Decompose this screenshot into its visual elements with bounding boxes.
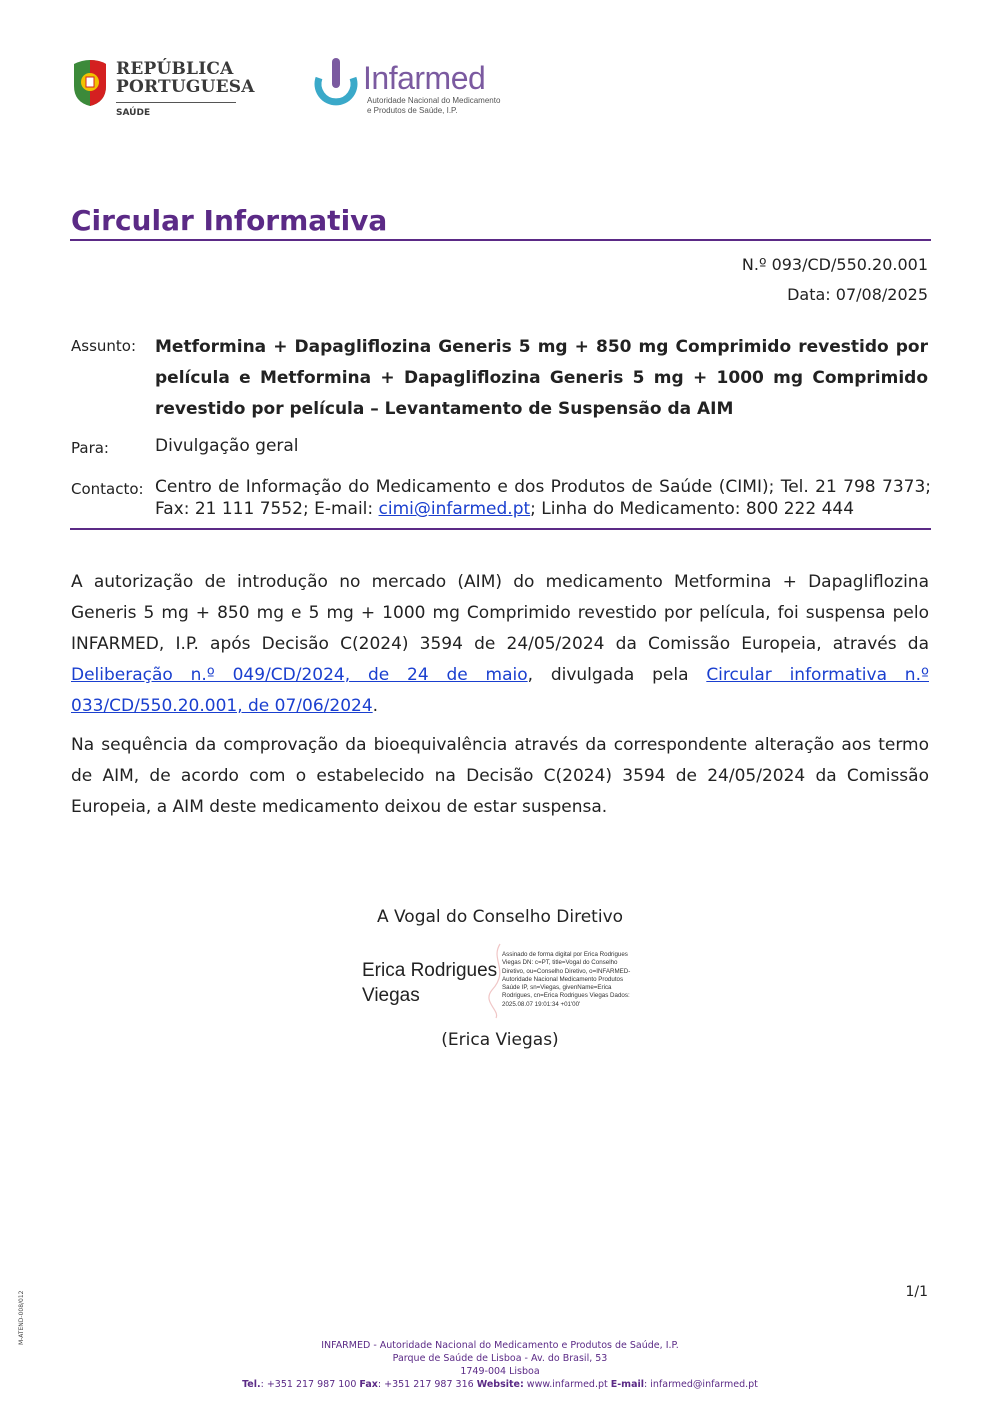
logo-divider [116, 102, 236, 103]
republica-text: REPÚBLICA [116, 59, 234, 79]
infarmed-logo [313, 56, 503, 122]
header-rule [70, 528, 931, 530]
footer-org: INFARMED - Autoridade Nacional do Medicamento e Produtos de Saúde, I.P. [321, 1340, 679, 1351]
circular-date: Data: 07/08/2025 [787, 285, 928, 304]
page-number: 1/1 [905, 1284, 928, 1300]
signer-name-parenthetical: (Erica Viegas) [441, 1030, 559, 1050]
republica-portuguesa-logo [70, 58, 255, 122]
footer-postal: 1749-004 Lisboa [460, 1366, 540, 1377]
body-paragraph-1 [71, 567, 929, 722]
contact-text-before: Centro de Informação do Medicamento e dos Produtos de Saúde (CIMI); Tel. 21 798 7373; Fax: 21 111 7552; E-mail: [155, 477, 931, 519]
digital-signature-details: Assinado de forma digital por Erica Rodrigues Viegas DN: c=PT, title=Vogal do Conselho Diretivo, ou=Conselho Diretivo, o=INFARMED-Autoridade Nacional Medicamento Produtos Saúde IP, sn=Viegas, givenName=Erica Rodrigues, cn=Erica Rodrigues Viegas Dados: 2025.08.07 19:01:34 +01'00' [502, 951, 631, 1008]
signer-name [362, 958, 497, 1008]
portugal-emblem-icon [70, 58, 110, 108]
footer-contacts [0, 1378, 1000, 1391]
contact-text [155, 476, 931, 520]
infarmed-subtitle: Autoridade Nacional do Medicamento e Produtos de Saúde, I.P. [367, 96, 501, 115]
footer-tel: : +351 217 987 100 [260, 1379, 360, 1390]
infarmed-mark-icon [313, 56, 359, 106]
form-code: M-ATEND-008/012 [18, 1290, 25, 1345]
contact-email-link[interactable]: cimi@infarmed.pt [378, 499, 531, 519]
footer-address: Parque de Saúde de Lisboa - Av. do Brasil, 53 [392, 1353, 608, 1364]
signer-name-line2: Viegas [362, 985, 420, 1006]
saude-text: SAÚDE [116, 108, 151, 118]
circular-link[interactable]: Circular informativa n.º 033/CD/550.20.001, de 07/06/2024 [71, 665, 929, 716]
p1-text-start: A autorização de introdução no mercado (AIM) do medicamento Metformina + Dapagliflozina Generis 5 mg + 850 mg e 5 mg + 1000 mg Comprimido revestido por película, foi suspensa pelo INFARMED, I.P. após Decisão C(2024) 3594 de 24/05/2024 da Comissão Europeia, através da [71, 572, 929, 654]
signer-name-line1: Erica Rodrigues [362, 960, 498, 981]
subject-text: Metformina + Dapagliflozina Generis 5 mg + 850 mg Comprimido revestido por película e Metformina + Dapagliflozina Generis 5 mg + 1000 mg Comprimido revestido por película – Levantamento de Suspensão da AIM [155, 337, 928, 419]
portuguesa-text: PORTUGUESA [116, 77, 255, 97]
signature-role: A Vogal do Conselho Diretivo [376, 907, 624, 927]
footer-tel-label: Tel. [242, 1379, 261, 1390]
deliberacao-link[interactable]: Deliberação n.º 049/CD/2024, de 24 de maio [71, 665, 528, 685]
p1-text-mid: , divulgada pela [527, 665, 707, 685]
footer-fax-label: Fax [359, 1379, 378, 1390]
body-paragraph-2: Na sequência da comprovação da bioequivalência através da correspondente alteração aos termo de AIM, de acordo com o estabelecido na Decisão C(2024) 3594 de 24/05/2024 da Comissão Europeia, a AIM deste medicamento deixou de estar suspensa. [71, 735, 929, 817]
contact-text-after: ; Linha do Medicamento: 800 222 444 [530, 499, 855, 519]
para-value: Divulgação geral [155, 436, 299, 456]
p1-text-end: . [372, 696, 379, 716]
circular-number: N.º 093/CD/550.20.001 [741, 255, 928, 274]
subject-label: Assunto: [71, 337, 137, 355]
title-rule [70, 239, 931, 241]
footer-web-label: Website: [476, 1379, 524, 1390]
infarmed-name: Infarmed [363, 60, 486, 96]
document-title: Circular Informativa [71, 204, 388, 237]
footer-web[interactable]: www.infarmed.pt [523, 1379, 611, 1390]
footer-fax: : +351 217 987 316 [377, 1379, 477, 1390]
footer-email-label: E-mail [610, 1379, 645, 1390]
footer-email[interactable]: : infarmed@infarmed.pt [644, 1379, 758, 1390]
contact-label: Contacto: [71, 480, 144, 498]
para-label: Para: [71, 439, 109, 457]
